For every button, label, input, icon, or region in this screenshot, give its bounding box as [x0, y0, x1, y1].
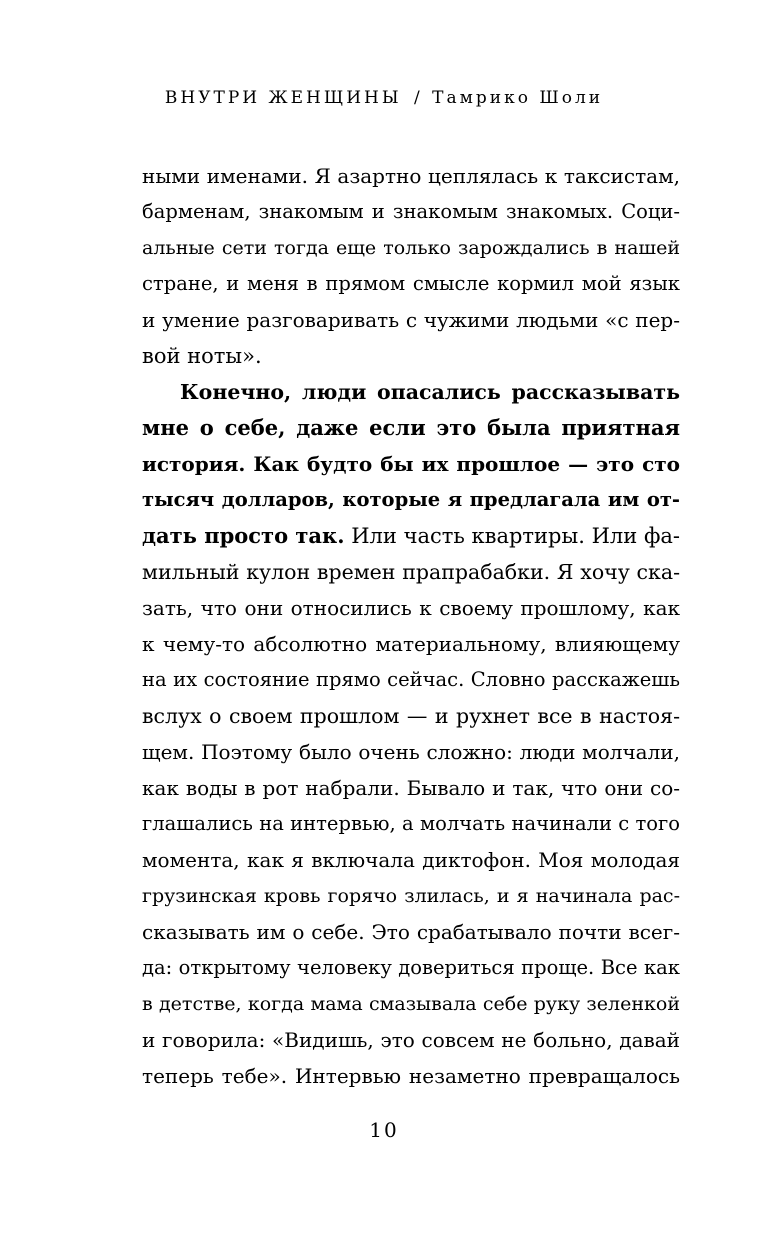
paragraph-1 — [142, 158, 680, 374]
text-line: к чему-то абсолютно материальному, влияющему — [142, 632, 680, 656]
bold-text: мне о себе, даже если это была приятная — [142, 415, 680, 440]
text-line: барменам, знакомым и знакомым знакомых. Соци- — [142, 200, 680, 223]
text-line: грузинская кровь горячо злилась, и я начинала рас- — [142, 885, 680, 907]
text-line: теперь тебе». Интервью незаметно превращалось — [142, 1064, 680, 1088]
regular-text: Или часть квартиры. Или фа- — [344, 524, 681, 548]
book-title: ВНУТРИ ЖЕНЩИНЫ — [164, 88, 402, 108]
text-line: щем. Поэтому было очень сложно: люди молчали, — [142, 740, 680, 764]
text-line: и говорила: «Видишь, это совсем не больно, давай — [142, 1028, 680, 1052]
bold-text: дать просто так. — [142, 523, 345, 548]
text-line: и умение разговаривать с чужими людьми «с пер- — [142, 308, 680, 332]
text-line: момента, как я включала диктофон. Моя молодая — [142, 848, 680, 872]
bold-text: Конечно, люди опасались рассказывать — [180, 380, 680, 404]
text-line: на их состояние прямо сейчас. Словно расскажешь — [142, 668, 680, 691]
text-line — [142, 410, 680, 446]
text-line — [142, 446, 680, 482]
text-line: мильный кулон времен прапрабабки. Я хочу ска- — [142, 560, 680, 584]
text-line: зать, что они относились к своему прошлому, как — [142, 596, 680, 620]
text-line: сказывать им о себе. Это срабатывало почти всег- — [142, 920, 680, 944]
author-name: Тамрико Шоли — [432, 88, 604, 108]
text-line: в детстве, когда мама смазывала себе руку зеленкой — [142, 993, 680, 1015]
text-line: стране, и меня в прямом смысле кормил мой язык — [142, 272, 680, 295]
text-line: да: открытому человеку довериться проще. Все как — [142, 956, 680, 979]
text-line — [142, 518, 680, 554]
paragraph-2 — [142, 374, 680, 1094]
bold-text: история. Как будто бы их прошлое — это сто — [142, 452, 680, 476]
text-line: альные сети тогда еще только зарождались в нашей — [142, 237, 680, 259]
bold-text: тысяч долларов, которые я предлагала им от- — [142, 488, 680, 511]
text-line: ными именами. Я азартно цеплялась к таксистам, — [142, 164, 680, 188]
page-number: 10 — [369, 1118, 399, 1142]
text-line — [142, 482, 680, 518]
text-line: вой ноты». — [142, 344, 262, 368]
text-line: вслух о своем прошлом — и рухнет все в настоя- — [142, 704, 680, 728]
text-line: как воды в рот набрали. Бывало и так, что они со- — [142, 776, 680, 800]
header-separator: / — [414, 88, 420, 108]
text-line: глашались на интервью, а молчать начинали с того — [142, 812, 680, 835]
text-line — [142, 374, 680, 410]
running-header — [0, 88, 768, 108]
